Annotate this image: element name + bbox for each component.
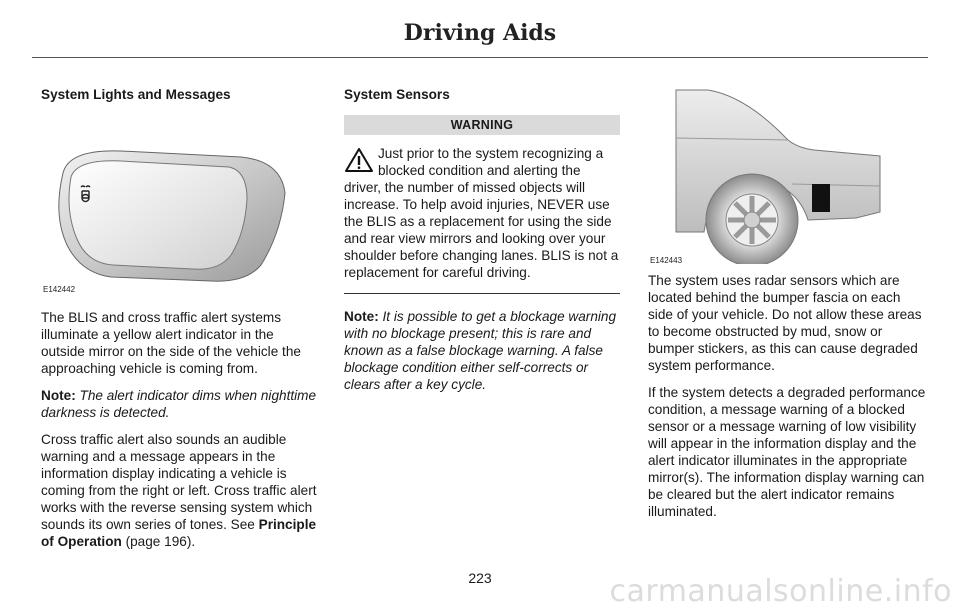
bumper-sensor-figure — [648, 86, 928, 264]
rear-bumper-illustration — [648, 86, 928, 264]
radar-sensor-marker — [812, 184, 830, 212]
warning-triangle-icon — [344, 147, 374, 173]
left-column — [41, 86, 321, 560]
section-heading-lights: System Lights and Messages — [41, 87, 231, 102]
note-label: Note: — [344, 309, 379, 324]
watermark: carmanualsonline.info — [609, 574, 952, 609]
page-reference-link[interactable]: Principle of Operation — [41, 517, 317, 549]
warning-banner: WARNING — [344, 115, 620, 135]
note-label: Note: — [41, 388, 76, 403]
divider — [344, 293, 620, 294]
right-column — [648, 86, 928, 530]
page-reference-suffix: (page 196). — [121, 534, 196, 549]
side-mirror-illustration — [41, 115, 321, 293]
paragraph: If the system detects a degraded performance condition, a message warning of a blocked sensor or a message warning of low visibility will appear in the information display and the alert indicator illuminates in the appropriate mirror(s). The information display warning can be cleared but the alert indicator remains illuminated. — [648, 385, 926, 519]
note — [344, 308, 620, 393]
note — [41, 387, 321, 421]
paragraph: The BLIS and cross traffic alert systems illuminate a yellow alert indicator in the outside mirror on the side of the vehicle the approaching vehicle is coming from. — [41, 310, 301, 376]
page-header-title: Driving Aids — [403, 20, 557, 46]
paragraph-text: Cross traffic alert also sounds an audible warning and a message appears in the information display indicating a vehicle is coming from the right or left. Cross traffic alert works with the reverse sensing system which sounds its own series of tones. See — [41, 432, 317, 532]
section-heading-sensors: System Sensors — [344, 87, 450, 102]
warning-body — [344, 145, 620, 281]
figure-code: E142443 — [650, 256, 683, 265]
paragraph: The system uses radar sensors which are located behind the bumper fascia on each side of your vehicle. Do not allow these areas to become obstructed by mud, snow or bumper stickers, as this can cause degraded system performance. — [648, 273, 922, 373]
mirror-figure — [41, 115, 321, 293]
paragraph — [41, 431, 321, 550]
warning-text: Just prior to the system recognizing a blocked condition and alerting the driver, the number of missed objects will increase. To help avoid injuries, NEVER use the BLIS as a replacement for using the side and rear view mirrors and looking over your shoulder before changing lanes. BLIS is not a replacement for careful driving. — [344, 146, 619, 280]
header-rule — [32, 57, 928, 58]
middle-column — [344, 86, 620, 403]
note-text: It is possible to get a blockage warning with no blockage present; this is rare and known as a false blockage warning. A false blockage condition either self-corrects or clears after a key cycle. — [344, 309, 617, 392]
note-text: The alert indicator dims when nighttime darkness is detected. — [41, 388, 317, 420]
figure-code: E142442 — [43, 285, 76, 294]
page-number: 223 — [468, 570, 492, 586]
